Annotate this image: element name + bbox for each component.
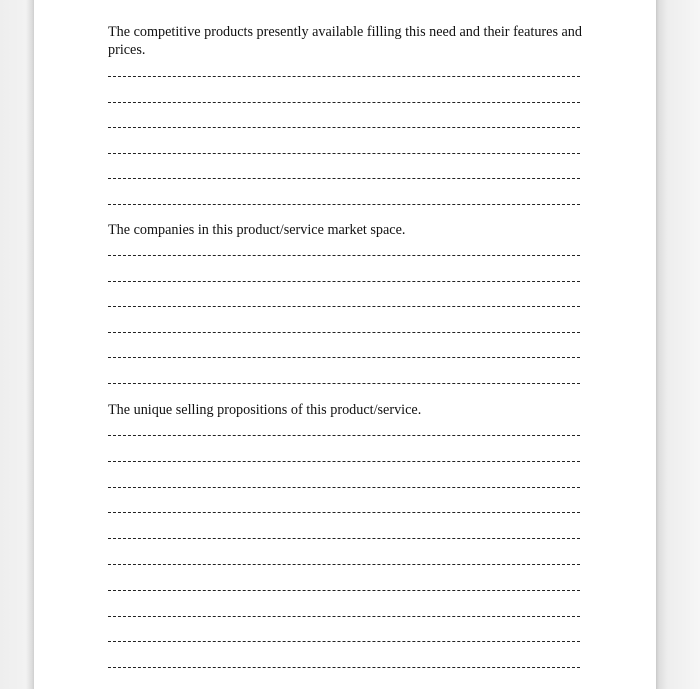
answer-line xyxy=(108,127,580,128)
answer-line xyxy=(108,590,580,591)
answer-line xyxy=(108,357,580,358)
section-prompt: The unique selling propositions of this product/service. xyxy=(108,402,422,418)
answer-line xyxy=(108,435,580,436)
answer-line xyxy=(108,306,580,307)
answer-line xyxy=(108,178,580,179)
left-page-margin xyxy=(0,0,34,689)
answer-line xyxy=(108,487,580,488)
answer-line xyxy=(108,641,580,642)
answer-line xyxy=(108,204,580,205)
document-page xyxy=(34,0,656,689)
answer-line xyxy=(108,461,580,462)
section-prompt: The companies in this product/service market space. xyxy=(108,222,406,238)
answer-line xyxy=(108,153,580,154)
answer-line xyxy=(108,76,580,77)
section-prompt: The competitive products presently available filling this need and their features and prices. xyxy=(108,24,582,58)
answer-line xyxy=(108,383,580,384)
answer-line xyxy=(108,564,580,565)
answer-line xyxy=(108,102,580,103)
answer-line xyxy=(108,538,580,539)
answer-line xyxy=(108,255,580,256)
answer-line xyxy=(108,512,580,513)
section-competitive-products xyxy=(108,23,582,59)
answer-line xyxy=(108,332,580,333)
section-market-companies xyxy=(108,221,582,239)
section-unique-selling-propositions xyxy=(108,401,582,419)
answer-line xyxy=(108,616,580,617)
answer-line xyxy=(108,667,580,668)
right-page-margin xyxy=(656,0,700,689)
answer-line xyxy=(108,281,580,282)
